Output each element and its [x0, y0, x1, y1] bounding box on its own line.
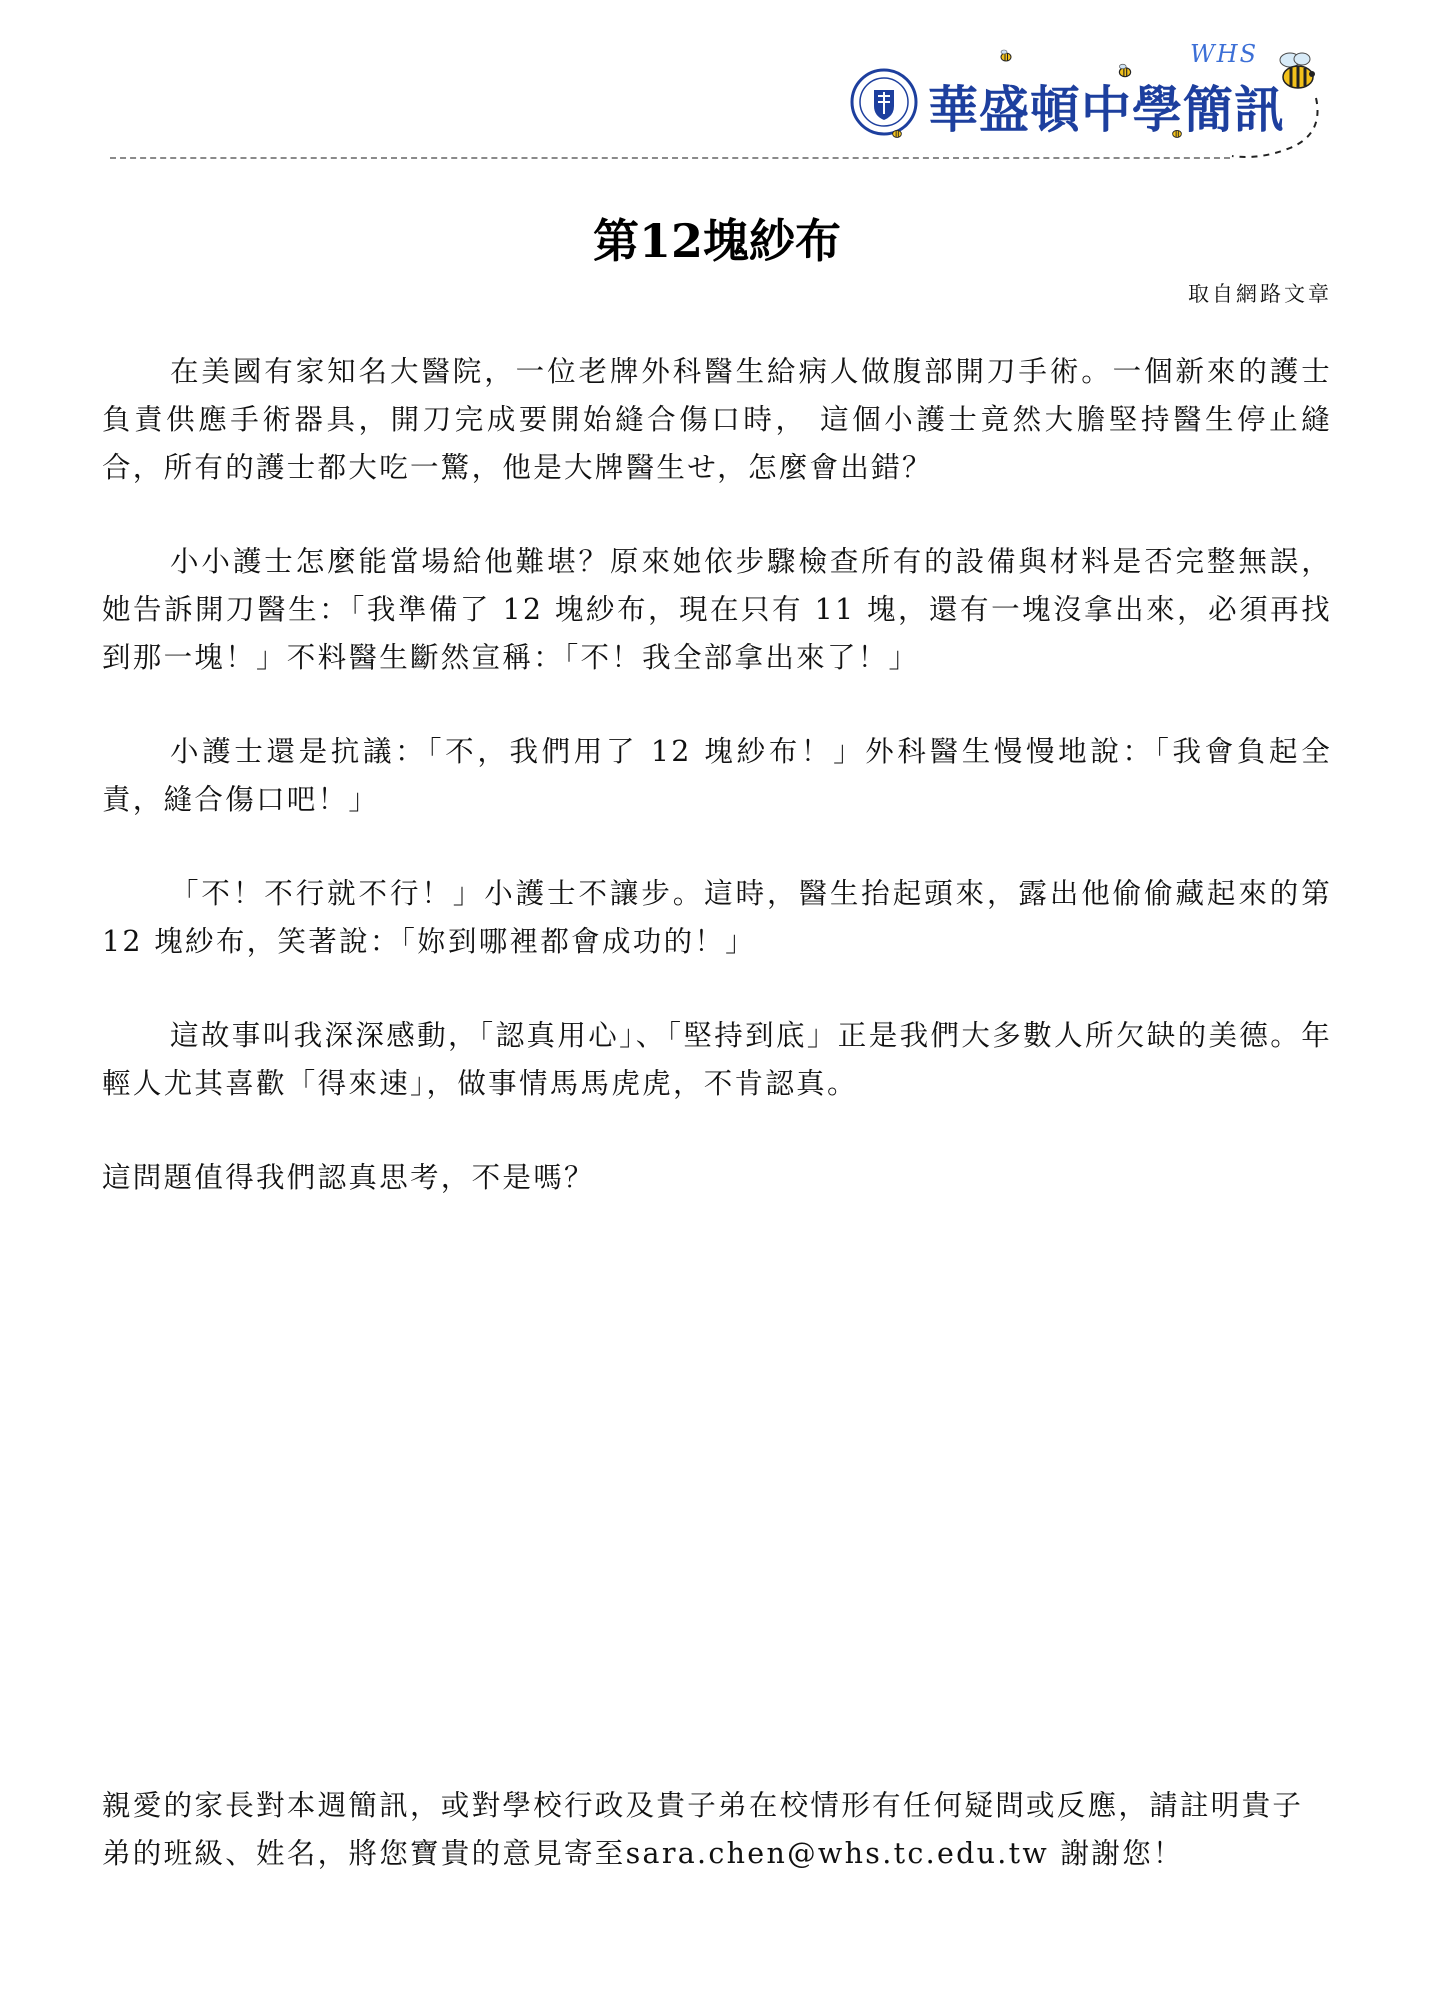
article-paragraph: 「不！不行就不行！」小護士不讓步。這時，醫生抬起頭來，露出他偷偷藏起來的第 12 塊紗布，笑著說：「妳到哪裡都會成功的！」 [102, 877, 1332, 958]
brand-tag: WHS [1190, 40, 1259, 68]
article-closing-line: 這問題值得我們認真思考，不是嗎？ [102, 1161, 595, 1194]
parent-contact-note: 親愛的家長對本週簡訊，或對學校行政及貴子弟在校情形有任何疑問或反應，請註明貴子弟的班級、姓名，將您寶貴的意見寄至sara.chen@whs.tc.edu.tw 謝謝您！ [102, 1789, 1304, 1870]
article-source: 取自網路文章 [1188, 282, 1332, 306]
school-seal-icon [850, 68, 918, 136]
newsletter-header [840, 40, 1340, 160]
small-bee-icon [998, 48, 1014, 64]
article-body [102, 348, 1332, 1248]
header-divider [110, 157, 1230, 159]
article-paragraph: 小小護士怎麼能當場給他難堪？原來她依步驟檢查所有的設備與材料是否完整無誤，她告訴開刀醫生：「我準備了 12 塊紗布，現在只有 11 塊，還有一塊沒拿出來，必須再找到那一塊！」不料醫生斷然宣稱：「不！我全部拿出來了！」 [102, 545, 1332, 674]
article-paragraph: 這故事叫我深深感動，「認真用心」、「堅持到底」正是我們大多數人所欠缺的美德。年輕人尤其喜歡「得來速」，做事情馬馬虎虎，不肯認真。 [102, 1019, 1332, 1100]
small-bee-icon [890, 126, 904, 140]
article-title: 第12塊紗布 [592, 214, 841, 268]
article-paragraph: 小護士還是抗議：「不，我們用了 12 塊紗布！」外科醫生慢慢地說：「我會負起全責，縫合傷口吧！」 [102, 735, 1332, 816]
newsletter-brand-name: 華盛頓中學簡訊 [928, 81, 1285, 139]
article-paragraph: 在美國有家知名大醫院，一位老牌外科醫生給病人做腹部開刀手術。一個新來的護士負責供應手術器具，開刀完成要開始縫合傷口時， 這個小護士竟然大膽堅持醫生停止縫合，所有的護士都大吃一驚，他是大牌醫生せ，怎麼會出錯？ [102, 355, 1332, 484]
